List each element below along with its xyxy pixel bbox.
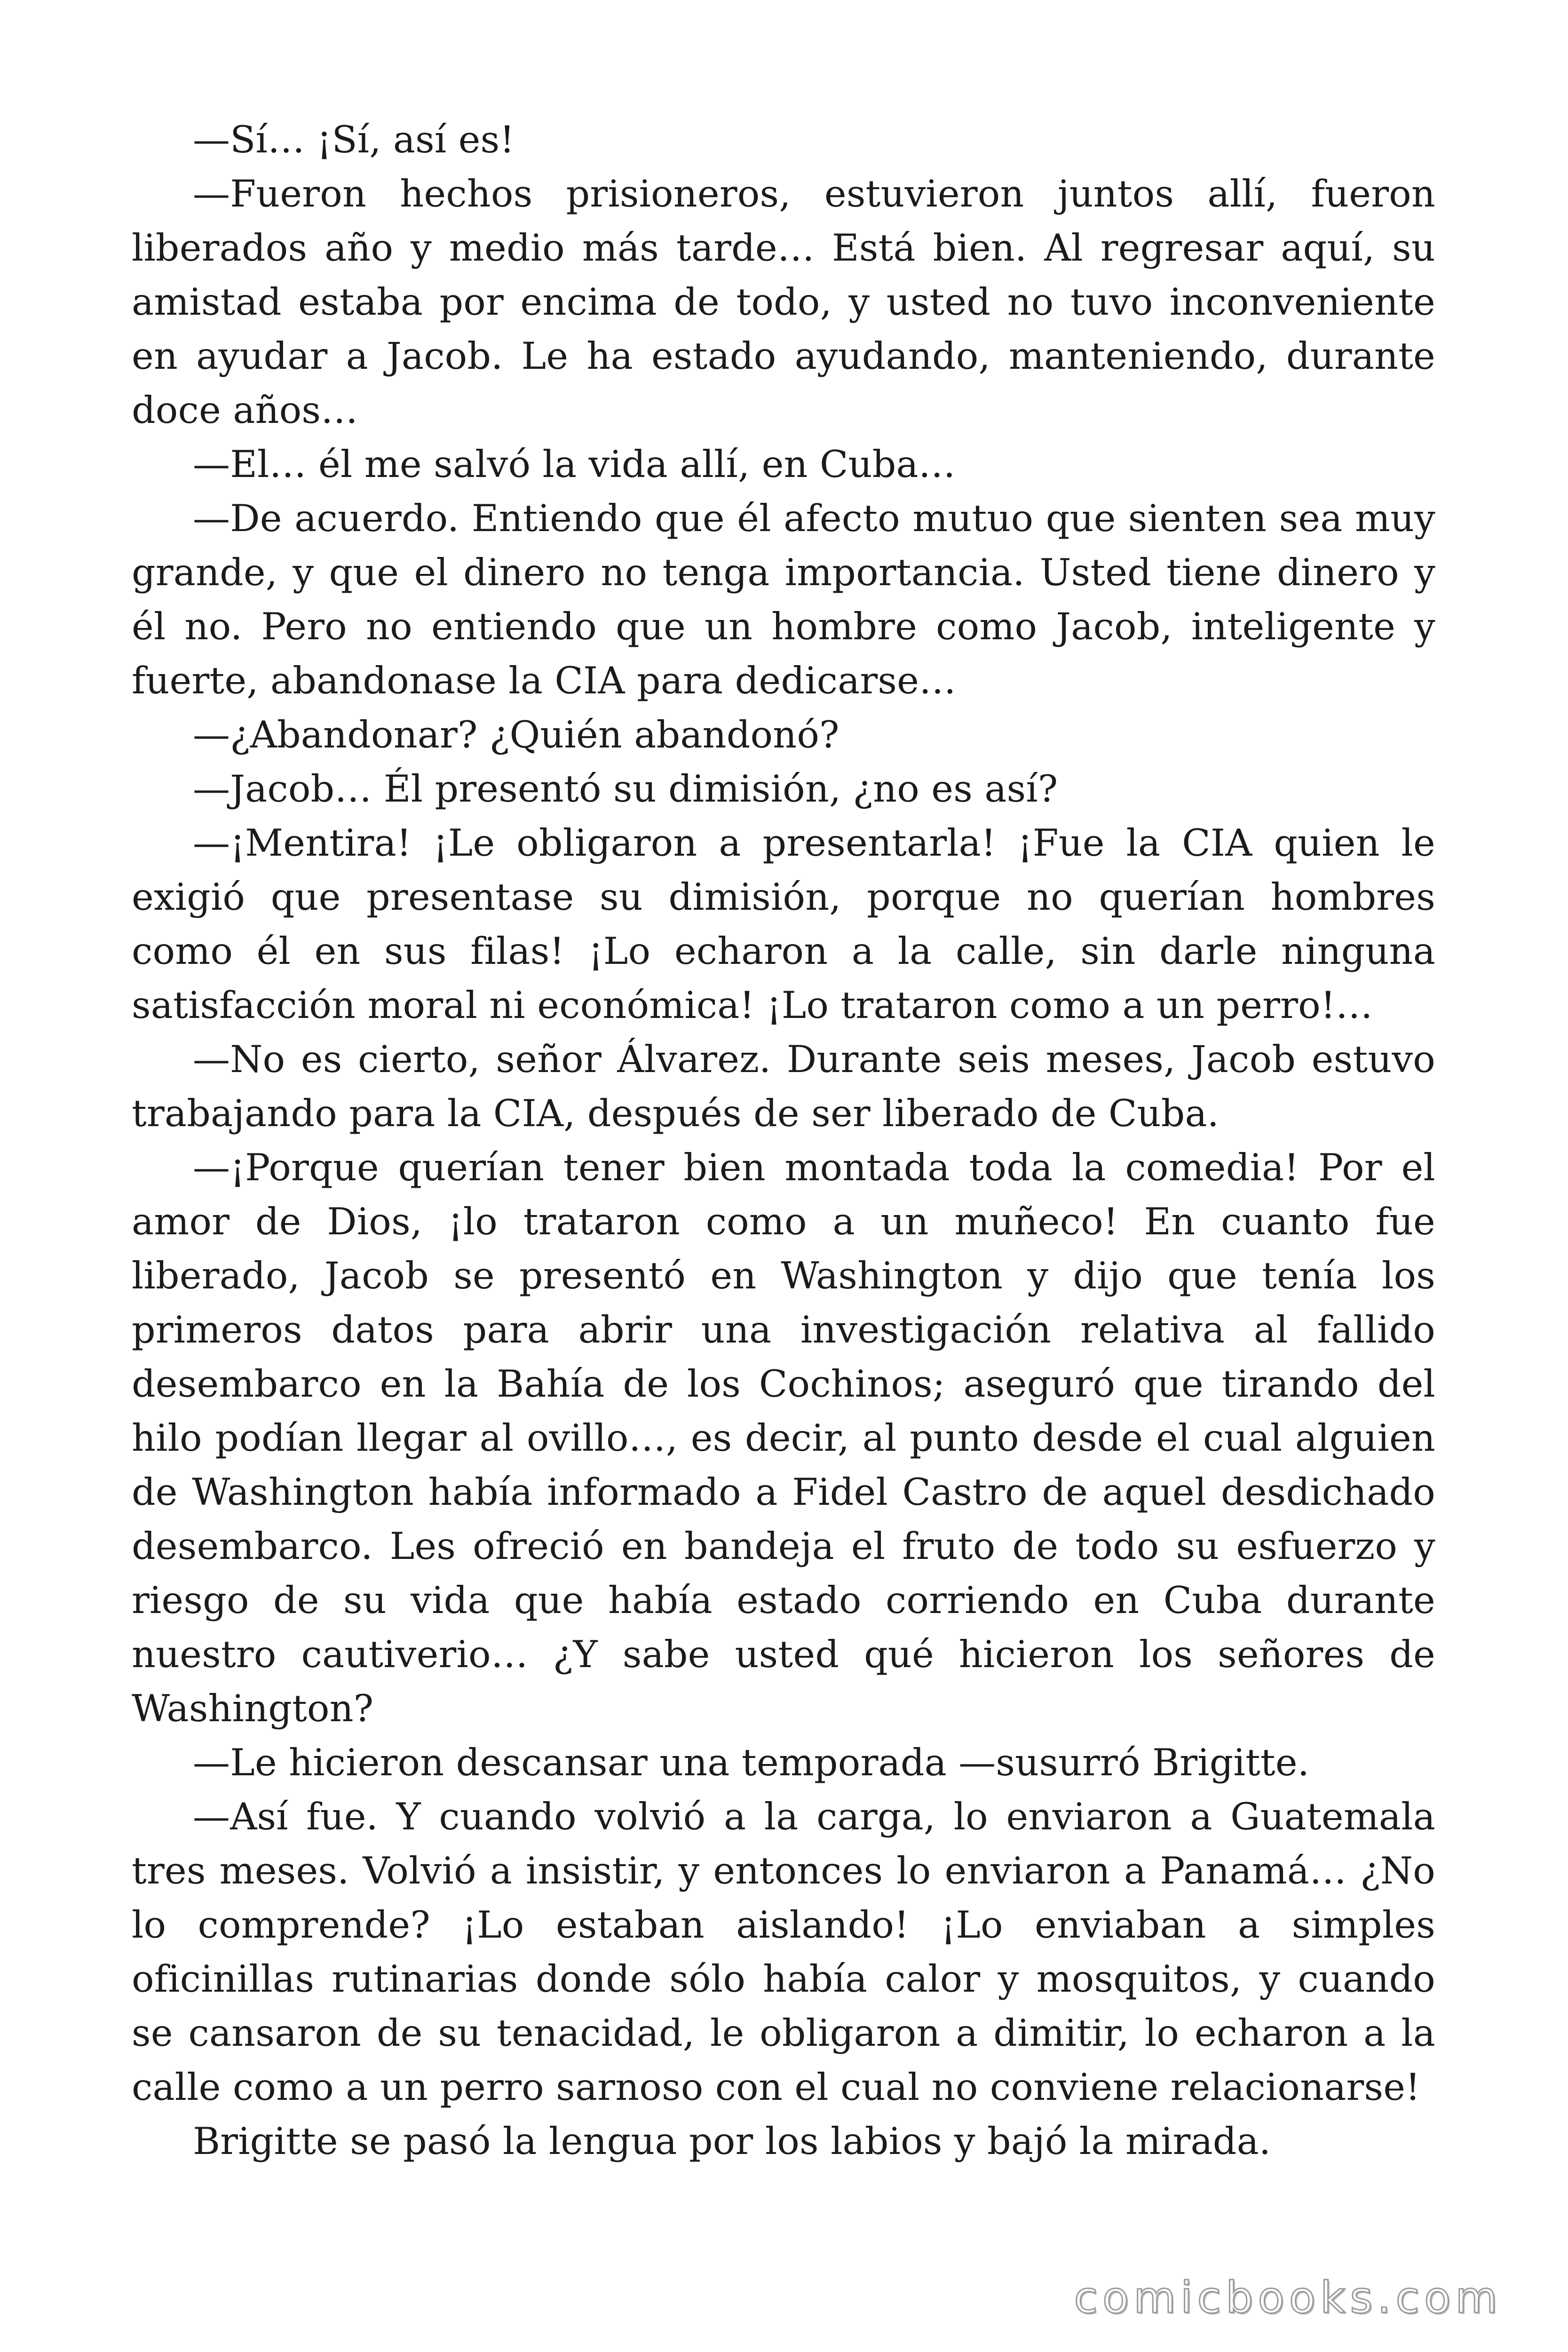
paragraph: —Le hicieron descansar una temporada —susurró Brigitte. bbox=[193, 1741, 1310, 1784]
paragraph: —¡Porque querían tener bien montada toda la comedia! Por el amor de Dios, ¡lo trataron como a un muñeco! En cuanto fue liberado, Jacob se presentó en Washington y dijo que tenía los primeros datos para abrir una investigación relativa al fallido desembarco en la Bahía de los Cochinos; aseguró que tirando del hilo podían llegar al ovillo…, es decir, al punto desde el cual alguien de Washington había informado a Fidel Castro de aquel desdichado desembarco. Les ofreció en bandeja el fruto de todo su esfuerzo y riesgo de su vida que había estado corriendo en Cuba durante nuestro cautiverio… ¿Y sabe usted qué hicieron los señores de Washington? bbox=[132, 1146, 1435, 1730]
paragraph: —Jacob… Él presentó su dimisión, ¿no es así? bbox=[193, 767, 1058, 810]
paragraph: —Fueron hechos prisioneros, estuvieron juntos allí, fueron liberados año y medio más tarde… Está bien. Al regresar aquí, su amistad estaba por encima de todo, y usted no tuvo inconveniente en ayudar a Jacob. Le ha estado ayudando, manteniendo, durante doce años… bbox=[132, 172, 1435, 432]
paragraph: —Sí… ¡Sí, así es! bbox=[193, 118, 515, 161]
paragraph: —Así fue. Y cuando volvió a la carga, lo enviaron a Guatemala tres meses. Volvió a insistir, y entonces lo enviaron a Panamá… ¿No lo comprende? ¡Lo estaban aislando! ¡Lo enviaban a simples oficinillas rutinarias donde sólo había calor y mosquitos, y cuando se cansaron de su tenacidad, le obligaron a dimitir, lo echaron a la calle como a un perro sarnoso con el cual no conviene relacionarse! bbox=[132, 1795, 1435, 2109]
paragraph: —De acuerdo. Entiendo que él afecto mutuo que sienten sea muy grande, y que el dinero no tenga importancia. Usted tiene dinero y él no. Pero no entiendo que un hombre como Jacob, inteligente y fuerte, abandonase la CIA para dedicarse… bbox=[132, 497, 1435, 702]
paragraph: —No es cierto, señor Álvarez. Durante seis meses, Jacob estuvo trabajando para la CIA, después de ser liberado de Cuba. bbox=[132, 1038, 1435, 1135]
paragraph: —¿Abandonar? ¿Quién abandonó? bbox=[193, 713, 839, 756]
paragraph: Brigitte se pasó la lengua por los labios y bajó la mirada. bbox=[193, 2120, 1271, 2163]
page-text bbox=[132, 113, 1435, 2169]
paragraph: —¡Mentira! ¡Le obligaron a presentarla! ¡Fue la CIA quien le exigió que presentase su dimisión, porque no querían hombres como él en sus filas! ¡Lo echaron a la calle, sin darle ninguna satisfacción moral ni económica! ¡Lo trataron como a un perro!… bbox=[132, 821, 1435, 1027]
paragraph: —El… él me salvó la vida allí, en Cuba… bbox=[193, 443, 956, 486]
watermark: comicbooks.com bbox=[1074, 2273, 1502, 2323]
